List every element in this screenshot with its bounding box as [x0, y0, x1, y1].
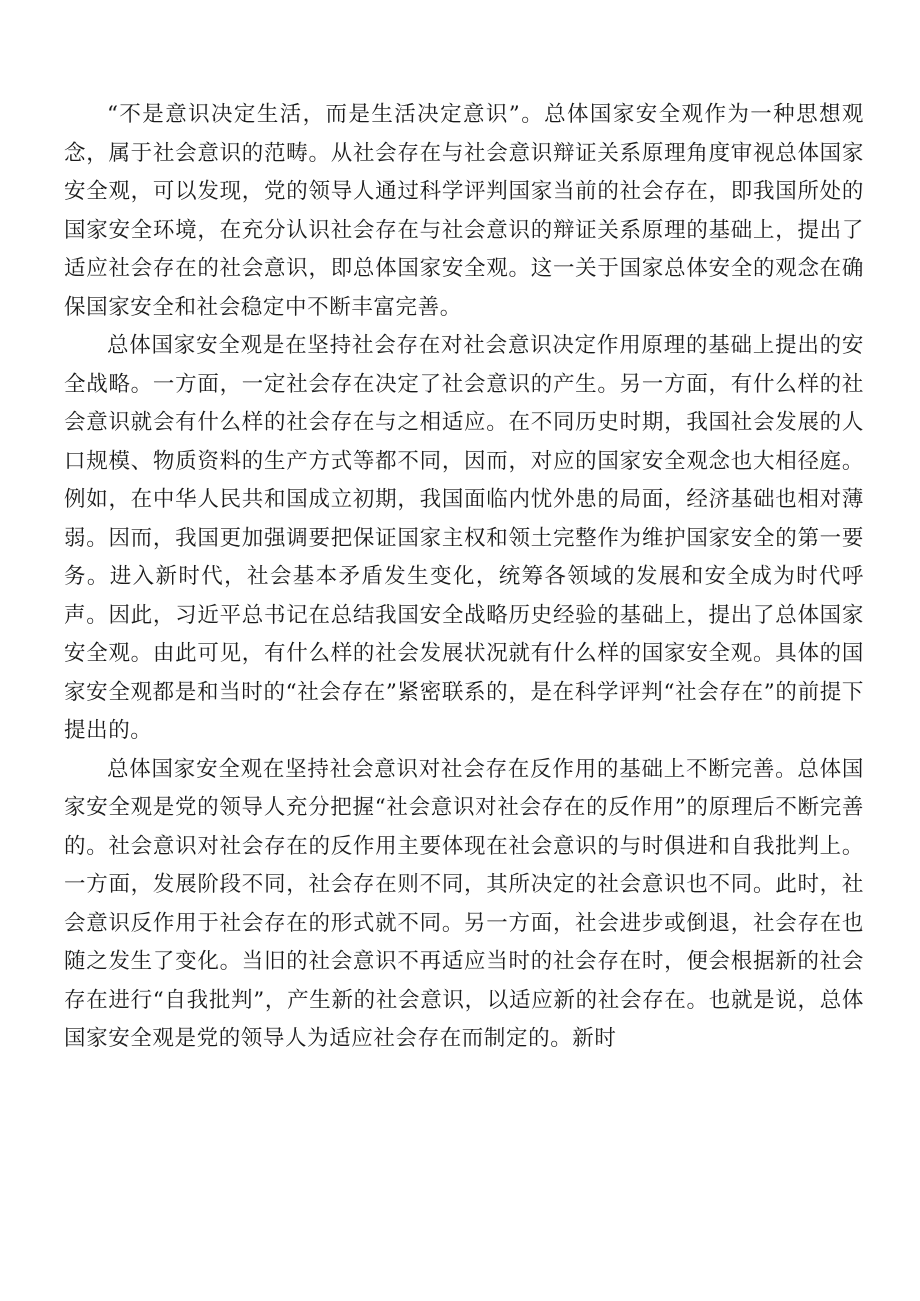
- paragraph: 总体国家安全观在坚持社会意识对社会存在反作用的基础上不断完善。总体国家安全观是党的领导人充分把握“社会意识对社会存在的反作用”的原理后不断完善的。社会意识对社会存在的反作用主要体现在社会意识的与时俱进和自我批判上。一方面，发展阶段不同，社会存在则不同，其所决定的社会意识也不同。此时，社会意识反作用于社会存在的形式就不同。另一方面，社会进步或倒退，社会存在也随之发生了变化。当旧的社会意识不再适应当时的社会存在时，便会根据新的社会存在进行“自我批判”，产生新的社会意识，以适应新的社会存在。也就是说，总体国家安全观是党的领导人为适应社会存在而制定的。新时: [64, 756, 864, 1051]
- paragraph: “不是意识决定生活，而是生活决定意识”。总体国家安全观作为一种思想观念，属于社会意识的范畴。从社会存在与社会意识辩证关系原理角度审视总体国家安全观，可以发现，党的领导人通过科学评判国家当前的社会存在，即我国所处的国家安全环境，在充分认识社会存在与社会意识的辩证关系原理的基础上，提出了适应社会存在的社会意识，即总体国家安全观。这一关于国家总体安全的观念在确保国家安全和社会稳定中不断丰富完善。: [64, 102, 864, 320]
- document-body: [64, 96, 864, 1059]
- paragraph: 总体国家安全观是在坚持社会存在对社会意识决定作用原理的基础上提出的安全战略。一方面，一定社会存在决定了社会意识的产生。另一方面，有什么样的社会意识就会有什么样的社会存在与之相适应。在不同历史时期，我国社会发展的人口规模、物质资料的生产方式等都不同，因而，对应的国家安全观念也大相径庭。例如，在中华人民共和国成立初期，我国面临内忧外患的局面，经济基础也相对薄弱。因而，我国更加强调要把保证国家主权和领土完整作为维护国家安全的第一要务。进入新时代，社会基本矛盾发生变化，统筹各领域的发展和安全成为时代呼声。因此，习近平总书记在总结我国安全战略历史经验的基础上，提出了总体国家安全观。由此可见，有什么样的社会发展状况就有什么样的国家安全观。具体的国家安全观都是和当时的“社会存在”紧密联系的，是在科学评判“社会存在”的前提下提出的。: [64, 333, 864, 743]
